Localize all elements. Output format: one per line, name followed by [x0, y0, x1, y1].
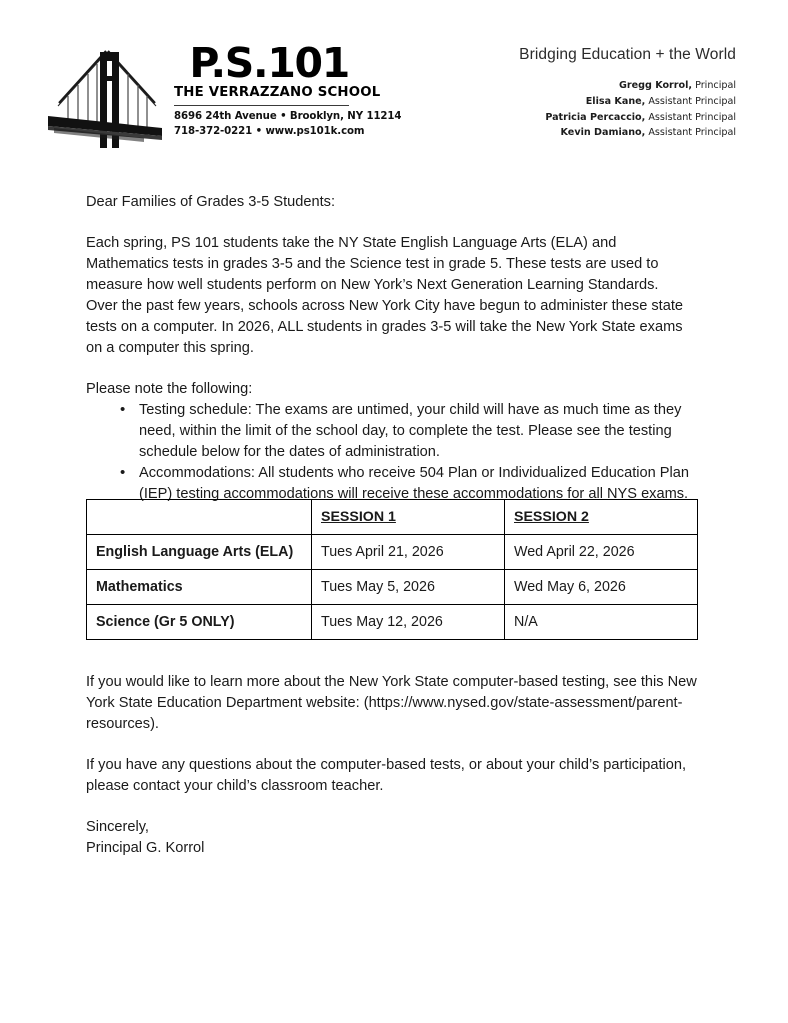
staff-name: Kevin Damiano,: [560, 127, 646, 139]
staff-title: Assistant Principal: [648, 127, 736, 139]
session-2-date: N/A: [505, 605, 698, 640]
session-1-date: Tues May 12, 2026: [312, 605, 505, 640]
school-tagline: Bridging Education + the World: [519, 46, 736, 63]
testing-schedule-table: [86, 499, 698, 640]
school-contact: 718-372-0221 • www.ps101k.com: [174, 125, 365, 137]
school-letterhead: [44, 38, 402, 162]
table-header-session-1: SESSION 1: [312, 500, 505, 535]
letter-body: [86, 192, 700, 505]
table-header-session-2: SESSION 2: [505, 500, 698, 535]
subject-label: Science (Gr 5 ONLY): [87, 605, 312, 640]
notes-list: [86, 400, 700, 505]
table-row: [87, 535, 698, 570]
table-row: [87, 605, 698, 640]
letterhead-header: [0, 36, 788, 166]
school-address: 8696 24th Avenue • Brooklyn, NY 11214: [174, 110, 402, 122]
staff-entry-ap-2: [436, 110, 736, 126]
staff-entry-ap-3: [436, 125, 736, 141]
body-spacer: [86, 797, 700, 817]
session-1-date: Tues April 21, 2026: [312, 535, 505, 570]
note-intro: Please note the following:: [86, 381, 253, 397]
table-header-row: [87, 500, 698, 535]
school-name: THE VERRAZZANO SCHOOL: [174, 84, 381, 100]
table-row: [87, 570, 698, 605]
staff-name: Elisa Kane,: [585, 95, 646, 107]
paragraph-questions: If you have any questions about the computer-based tests, or about your child’s participation, please contact your child’s classroom teacher.: [86, 757, 687, 794]
list-item: • Testing schedule: The exams are untimed, your child will have as much time as they need, within the limit of the school day, to complete the test. Please see the testing schedule below for the dates of administration.: [86, 400, 700, 463]
paragraph-more-info: If you would like to learn more about the New York State computer-based testing, see this New York State Education Department website: (https://www.nysed.gov/state-assessment/parent-resources).: [86, 674, 697, 732]
staff-name: Gregg Korrol,: [619, 80, 693, 91]
school-initials: P.S.101: [189, 39, 349, 87]
paragraph-intro: Each spring, PS 101 students take the NY State English Language Arts (ELA) and Mathematics tests in grades 3-5 and the Science test in grade 5. These tests are used to measure how well students perform on New York’s Next Generation Learning Standards.: [86, 235, 659, 293]
school-wordmark: [174, 38, 402, 140]
staff-entry-ap-1: [436, 94, 736, 110]
table-header-blank: [87, 500, 312, 535]
subject-label: Mathematics: [87, 570, 312, 605]
letterhead-divider: [174, 105, 349, 106]
salutation: Dear Families of Grades 3-5 Students:: [86, 194, 336, 210]
closing-salutation: Sincerely,: [86, 819, 149, 835]
subject-label: English Language Arts (ELA): [87, 535, 312, 570]
body-spacer: [86, 213, 700, 233]
session-2-date: Wed May 6, 2026: [505, 570, 698, 605]
body-spacer: [86, 735, 700, 755]
staff-title: Assistant Principal: [648, 95, 736, 107]
header-staff-block: [436, 46, 736, 141]
body-spacer: [86, 359, 700, 379]
staff-entry-principal: [436, 78, 736, 94]
list-item: • Accommodations: All students who receive 504 Plan or Individualized Education Plan (IEP) testing accommodations will receive these accommodations for all NYS exams.: [86, 463, 700, 505]
session-1-date: Tues May 5, 2026: [312, 570, 505, 605]
staff-title: Assistant Principal: [648, 111, 736, 123]
letter-closing-block: [86, 672, 700, 859]
paragraph-cbt: Over the past few years, schools across New York City have begun to administer these state tests on a computer. In 2026, ALL students in grades 3-5 will take the New York State exams on a computer this spring.: [86, 298, 684, 356]
staff-title: Principal: [695, 80, 736, 91]
staff-name: Patricia Percaccio,: [545, 111, 646, 123]
signature-line: Principal G. Korrol: [86, 840, 205, 856]
session-2-date: Wed April 22, 2026: [505, 535, 698, 570]
verrazzano-bridge-logo-icon: [44, 40, 172, 158]
